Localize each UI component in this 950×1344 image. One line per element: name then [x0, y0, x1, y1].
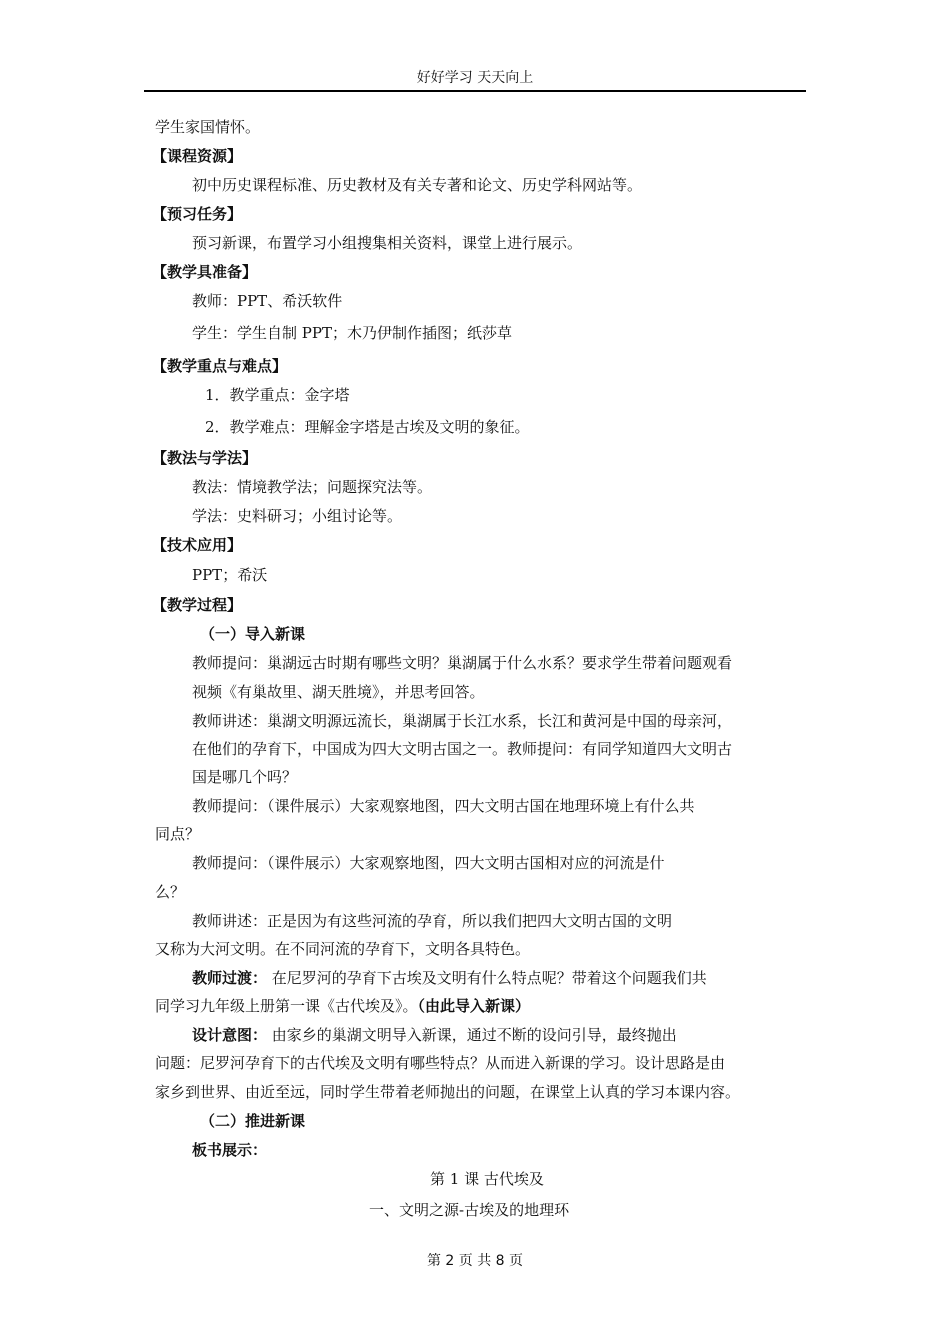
- text-line: 教师讲述：巢湖文明源远流长，巢湖属于长江水系，长江和黄河是中国的母亲河，: [192, 712, 733, 730]
- section-heading-resources: 【课程资源】: [152, 147, 243, 165]
- text-line: 预习新课，布置学习小组搜集相关资料，课堂上进行展示。: [192, 234, 583, 252]
- subsection-heading-intro: （一）导入新课: [200, 625, 306, 643]
- text-line: 教师提问：巢湖远古时期有哪些文明？巢湖属于什么水系？要求学生带着问题观看: [192, 654, 733, 672]
- section-heading-methods: 【教法与学法】: [152, 449, 258, 467]
- text-line: 教师讲述：正是因为有这些河流的孕育，所以我们把四大文明古国的文明: [192, 912, 673, 930]
- subsection-heading-new-lesson: （二）推进新课: [200, 1112, 306, 1130]
- text-line: 又称为大河文明。在不同河流的孕育下，文明各具特色。: [155, 940, 531, 958]
- text-line: [192, 968, 707, 988]
- page-footer: 第 2 页 共 8 页: [426, 1253, 524, 1269]
- section-heading-tech: 【技术应用】: [152, 536, 243, 554]
- text-line: 问题：尼罗河孕育下的古代埃及文明有哪些特点？从而进入新课的学习。设计思路是由: [155, 1054, 726, 1072]
- text-line: 初中历史课程标准、历史教材及有关专著和论文、历史学科网站等。: [192, 176, 643, 194]
- transition-text: 在尼罗河的孕育下古埃及文明有什么特点呢？带着这个问题我们共: [267, 969, 707, 987]
- text-line: 教师提问：（课件展示）大家观察地图，四大文明古国相对应的河流是什: [192, 854, 665, 872]
- text-line: 教师：PPT、希沃软件: [192, 292, 343, 310]
- intent-text: 由家乡的巢湖文明导入新课，通过不断的设问引导，最终抛出: [267, 1026, 677, 1044]
- text-line: 么？: [155, 883, 186, 901]
- text-line: 在他们的孕育下，中国成为四大文明古国之一。教师提问：有同学知道四大文明古: [192, 740, 733, 758]
- text-line: 学生：学生自制 PPT；木乃伊制作插图；纸莎草: [192, 324, 512, 342]
- text-line: PPT；希沃: [192, 566, 268, 584]
- text-line: 教师提问：（课件展示）大家观察地图，四大文明古国在地理环境上有什么共: [192, 797, 695, 815]
- text-line: 1．教学重点：金字塔: [205, 386, 350, 404]
- intent-label: 设计意图：: [192, 1026, 268, 1044]
- text-line: 国是哪几个吗？: [192, 768, 298, 786]
- text-line: [192, 1025, 677, 1045]
- text-line: 2．教学难点：理解金字塔是古埃及文明的象征。: [205, 418, 530, 436]
- text-line: 教法：情境教学法；问题探究法等。: [192, 478, 433, 496]
- section-heading-keypoints: 【教学重点与难点】: [152, 357, 288, 375]
- text-line: 学法：史料研习；小组讨论等。: [192, 507, 403, 525]
- text-line: 视频《有巢故里、湖天胜境》，并思考回答。: [192, 683, 485, 701]
- transition-note: （由此导入新课）: [417, 997, 531, 1015]
- section-heading-preview: 【预习任务】: [152, 205, 243, 223]
- page-header: 好好学习 天天向上: [144, 68, 806, 92]
- board-title: 第 1 课 古代埃及: [430, 1170, 544, 1188]
- section-heading-tools: 【教学具准备】: [152, 263, 258, 281]
- board-label: 板书展示：: [192, 1141, 268, 1159]
- text-line: 家乡到世界、由近至远，同时学生带着老师抛出的问题，在课堂上认真的学习本课内容。: [155, 1083, 741, 1101]
- board-subtitle: 一、文明之源-古埃及的地理环: [369, 1201, 570, 1219]
- text-line: [155, 996, 530, 1016]
- text-line: 学生家国情怀。: [155, 118, 261, 136]
- transition-text-cont: 同学习九年级上册第一课《古代埃及》。: [155, 997, 418, 1015]
- transition-label: 教师过渡：: [192, 969, 268, 987]
- text-line: 同点？: [155, 825, 201, 843]
- section-heading-process: 【教学过程】: [152, 596, 243, 614]
